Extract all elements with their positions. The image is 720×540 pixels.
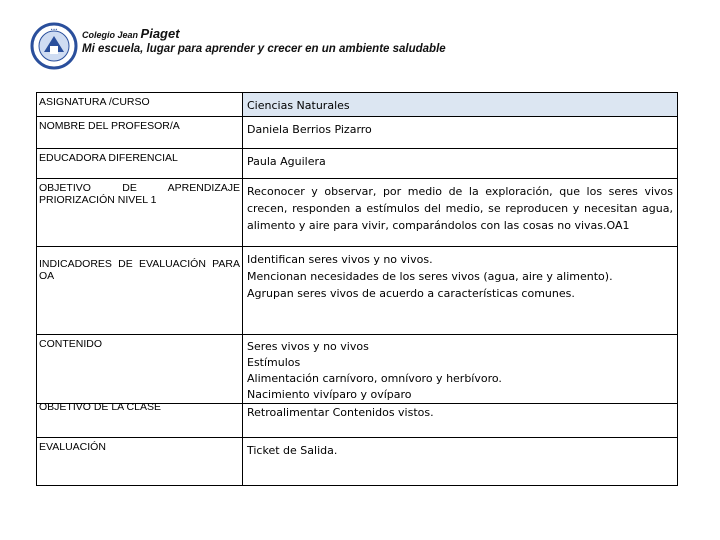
value-objetivo-clase: Retroalimentar Contenidos vistos. xyxy=(243,404,678,438)
school-name-main: Piaget xyxy=(140,26,180,41)
label-asignatura: ASIGNATURA /CURSO xyxy=(37,93,243,117)
label-contenido-text: CONTENIDO xyxy=(39,338,102,350)
label-educadora: EDUCADORA DIFERENCIAL xyxy=(37,149,243,179)
school-name xyxy=(82,26,180,41)
contenido-item: Estímulos xyxy=(247,356,301,369)
label-objetivo-clase: OBJETIVO DE LA CLASE xyxy=(39,401,161,413)
school-logo xyxy=(30,22,78,70)
value-indicadores xyxy=(243,247,678,335)
label-evaluacion: EVALUACIÓN xyxy=(37,438,243,486)
value-asignatura: Ciencias Naturales xyxy=(243,93,678,117)
contenido-item: Alimentación carnívoro, omnívoro y herbívoro. xyxy=(247,372,502,385)
indicador-item: Agrupan seres vivos de acuerdo a características comunes. xyxy=(247,287,575,300)
value-evaluacion: Ticket de Salida. xyxy=(243,438,678,486)
value-contenido xyxy=(243,335,678,404)
row-profesor xyxy=(37,117,678,149)
row-evaluacion xyxy=(37,438,678,486)
contenido-item: Seres vivos y no vivos xyxy=(247,340,369,353)
indicador-item: Identifican seres vivos y no vivos. xyxy=(247,253,433,266)
school-prefix: Colegio Jean xyxy=(82,30,139,40)
row-educadora xyxy=(37,149,678,179)
label-objetivo: OBJETIVO DE APRENDIZAJE PRIORIZACIÓN NIVEL 1 xyxy=(37,179,243,247)
school-motto: Mi escuela, lugar para aprender y crecer en un ambiente saludable xyxy=(82,43,446,55)
row-objetivo xyxy=(37,179,678,247)
value-educadora: Paula Aguilera xyxy=(243,149,678,179)
row-contenido xyxy=(37,335,678,404)
label-indicadores xyxy=(37,247,243,335)
value-objetivo: Reconocer y observar, por medio de la exploración, que los seres vivos crecen, responden a estímulos del medio, se reproducen y necesitan agua, alimento y aire para vivir, comparándolos con las cosas no vivas.OA1 xyxy=(243,179,678,247)
row-asignatura xyxy=(37,93,678,117)
label-contenido xyxy=(37,335,243,413)
label-indicadores-text: INDICADORES DE EVALUACIÓN PARA OA xyxy=(39,258,240,282)
value-profesor: Daniela Berrios Pizarro xyxy=(243,117,678,149)
svg-text:•••: ••• xyxy=(50,27,58,32)
label-profesor: NOMBRE DEL PROFESOR/A xyxy=(37,117,243,149)
indicador-item: Mencionan necesidades de los seres vivos (agua, aire y alimento). xyxy=(247,270,613,283)
lesson-plan-table xyxy=(36,92,678,486)
contenido-item: Nacimiento vivíparo y ovíparo xyxy=(247,388,412,401)
row-indicadores xyxy=(37,247,678,335)
